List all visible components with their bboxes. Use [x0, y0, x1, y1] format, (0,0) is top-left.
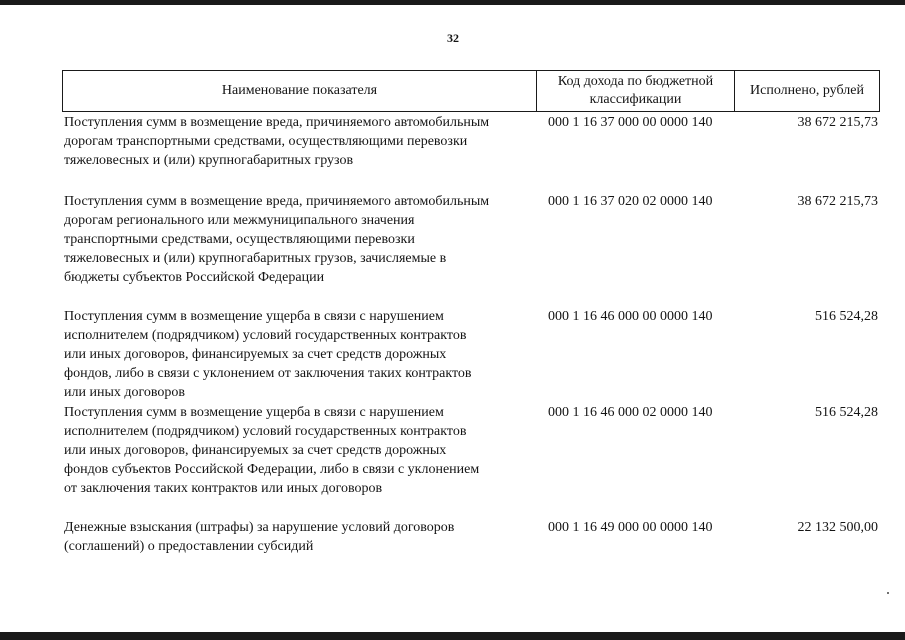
row-code: 000 1 16 46 000 00 0000 140 — [548, 309, 713, 324]
row-name: Денежные взыскания (штрафы) за нарушение условий договоров (соглашений) о предоставлении субсидий — [64, 520, 455, 554]
row-amount: 22 132 500,00 — [797, 520, 878, 535]
row-name: Поступления сумм в возмещение вреда, причиняемого автомобильным дорогам регионального или межмуниципального значения транспортными средствами, осуществляющими перевозки тяжеловесных и (или) крупногабаритных грузов, зачисляемые в бюджеты субъектов Российской Федерации — [64, 194, 490, 285]
scan-speck — [887, 592, 889, 594]
header-name: Наименование показателя — [63, 71, 537, 111]
row-amount: 516 524,28 — [815, 405, 878, 420]
row-amount: 38 672 215,73 — [797, 115, 878, 130]
row-name: Поступления сумм в возмещение вреда, причиняемого автомобильным дорогам транспортными средствами, осуществляющими перевозки тяжеловесных и (или) крупногабаритных грузов — [64, 115, 490, 168]
page-number: 32 — [447, 31, 459, 45]
header-code: Код дохода по бюджетной классификации — [537, 71, 735, 111]
row-code: 000 1 16 49 000 00 0000 140 — [548, 520, 713, 535]
row-amount: 38 672 215,73 — [797, 194, 878, 209]
row-amount: 516 524,28 — [815, 309, 878, 324]
row-name: Поступления сумм в возмещение ущерба в связи с нарушением исполнителем (подрядчиком) условий государственных контрактов или иных договоров, финансируемых за счет средств дорожных фондов субъектов Российской Федерации, либо в связи с уклонением от заключения таких контрактов или иных договоров — [64, 405, 480, 496]
row-code: 000 1 16 37 000 00 0000 140 — [548, 115, 713, 130]
header-amount: Исполнено, рублей — [750, 83, 864, 98]
row-code: 000 1 16 46 000 02 0000 140 — [548, 405, 713, 420]
row-name: Поступления сумм в возмещение ущерба в связи с нарушением исполнителем (подрядчиком) условий государственных контрактов или иных договоров, финансируемых за счет средств дорожных фондов, либо в связи с уклонением от заключения таких контрактов или иных договоров — [64, 309, 472, 400]
table-header — [62, 70, 880, 112]
row-code: 000 1 16 37 020 02 0000 140 — [548, 194, 713, 209]
top-border-line — [0, 0, 905, 5]
bottom-border-line — [0, 632, 905, 640]
